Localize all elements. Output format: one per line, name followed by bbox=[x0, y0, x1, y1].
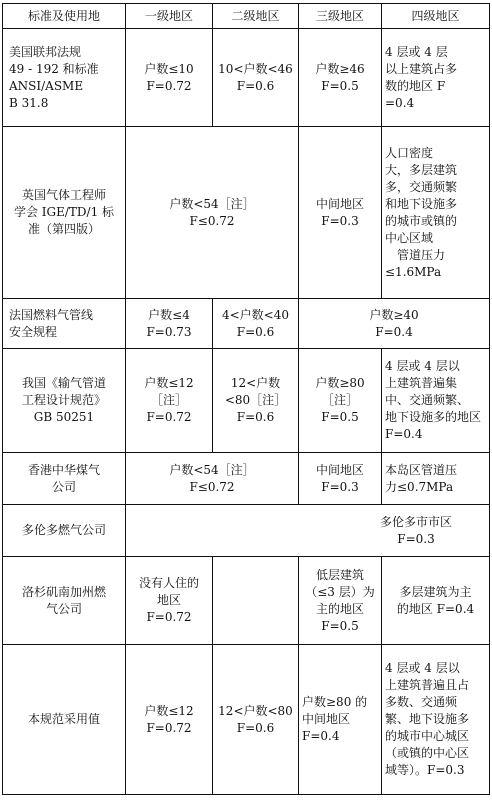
cell-class4: 人口密度 大，多层建筑 多，交通频繁 和地下设施多 的城市或镇的 中心区域 管道压力 ≤1.6MPa bbox=[382, 127, 490, 299]
header-class1: 一级地区 bbox=[126, 4, 213, 29]
cell-class4: 本岛区管道压 力≤0.7MPa bbox=[382, 453, 490, 505]
cell-class1-2: 户数<54［注］ F≤0.72 bbox=[126, 127, 299, 299]
cell-class3: 低层建筑 （≤3 层）为 主的地区 F=0.5 bbox=[299, 557, 382, 645]
header-standard: 标准及使用地 bbox=[3, 4, 126, 29]
header-class4: 四级地区 bbox=[382, 4, 490, 29]
standards-comparison-table bbox=[2, 3, 490, 795]
header-row bbox=[3, 4, 490, 29]
table-row-uk bbox=[3, 127, 490, 299]
cell-class2 bbox=[213, 557, 299, 645]
cell-class2: 4<户数<40 F=0.6 bbox=[213, 299, 299, 349]
table-row-this-code bbox=[3, 645, 490, 795]
cell-class2: 12<户数 <80［注］ F=0.6 bbox=[213, 349, 299, 453]
table-row-fr bbox=[3, 299, 490, 349]
cell-class3: 户数≥46 F=0.5 bbox=[299, 29, 382, 127]
cell-standard: 法国燃料气管线 安全规程 bbox=[3, 299, 126, 349]
table-row-cn bbox=[3, 349, 490, 453]
cell-class1: 户数≤12 F=0.72 bbox=[126, 645, 213, 795]
cell-class3: 户数≥80［注］ F=0.5 bbox=[299, 349, 382, 453]
header-class3: 三级地区 bbox=[299, 4, 382, 29]
cell-class3: 中间地区 F=0.3 bbox=[299, 127, 382, 299]
cell-class2: 10<户数<46 F=0.6 bbox=[213, 29, 299, 127]
table-row-la bbox=[3, 557, 490, 645]
cell-class1: 户数≤10 F=0.72 bbox=[126, 29, 213, 127]
cell-class1: 没有人住的 地区 F=0.72 bbox=[126, 557, 213, 645]
cell-class4: 4 层或 4 层 以上建筑占多 数的地区 F =0.4 bbox=[382, 29, 490, 127]
cell-standard: 英国气体工程师 学会 IGE/TD/1 标 准（第四版） bbox=[3, 127, 126, 299]
cell-class1-2: 户数<54［注］ F≤0.72 bbox=[126, 453, 299, 505]
cell-standard: 香港中华煤气 公司 bbox=[3, 453, 126, 505]
cell-standard: 美国联邦法规 49 - 192 和标准 ANSI/ASME B 31.8 bbox=[3, 29, 126, 127]
cell-standard: 洛杉矶南加州燃 气公司 bbox=[3, 557, 126, 645]
cell-class3: 中间地区 F=0.3 bbox=[299, 453, 382, 505]
table-row-hk bbox=[3, 453, 490, 505]
cell-standard: 多伦多燃气公司 bbox=[3, 505, 126, 557]
table-row-toronto bbox=[3, 505, 490, 557]
cell-class3: 户数≥80 的 中间地区 F=0.4 bbox=[299, 645, 382, 795]
cell-class2: 12<户数<80 F=0.6 bbox=[213, 645, 299, 795]
cell-class4: 多层建筑为主 的地区 F=0.4 bbox=[382, 557, 490, 645]
cell-class1: 户数≤12 ［注］ F=0.72 bbox=[126, 349, 213, 453]
cell-standard: 我国《输气管道 工程设计规范》 GB 50251 bbox=[3, 349, 126, 453]
cell-class4: 4 层或 4 层以 上建筑普遍集 中、交通频繁、 地下设施多的地区 F=0.4 bbox=[382, 349, 490, 453]
cell-class3-4: 户数≥40 F=0.4 bbox=[299, 299, 490, 349]
cell-class4: 4 层或 4 层以 上建筑普遍且占 多数、交通频 繁、地下设施多 的城市中心城区 （或镇的中心区 域等）。F=0.3 bbox=[382, 645, 490, 795]
header-class2: 二级地区 bbox=[213, 4, 299, 29]
cell-class1-4: 多伦多市市区 F=0.3 bbox=[126, 505, 490, 557]
cell-class1: 户数≤4 F=0.73 bbox=[126, 299, 213, 349]
cell-standard: 本规范采用值 bbox=[3, 645, 126, 795]
table-row-us bbox=[3, 29, 490, 127]
